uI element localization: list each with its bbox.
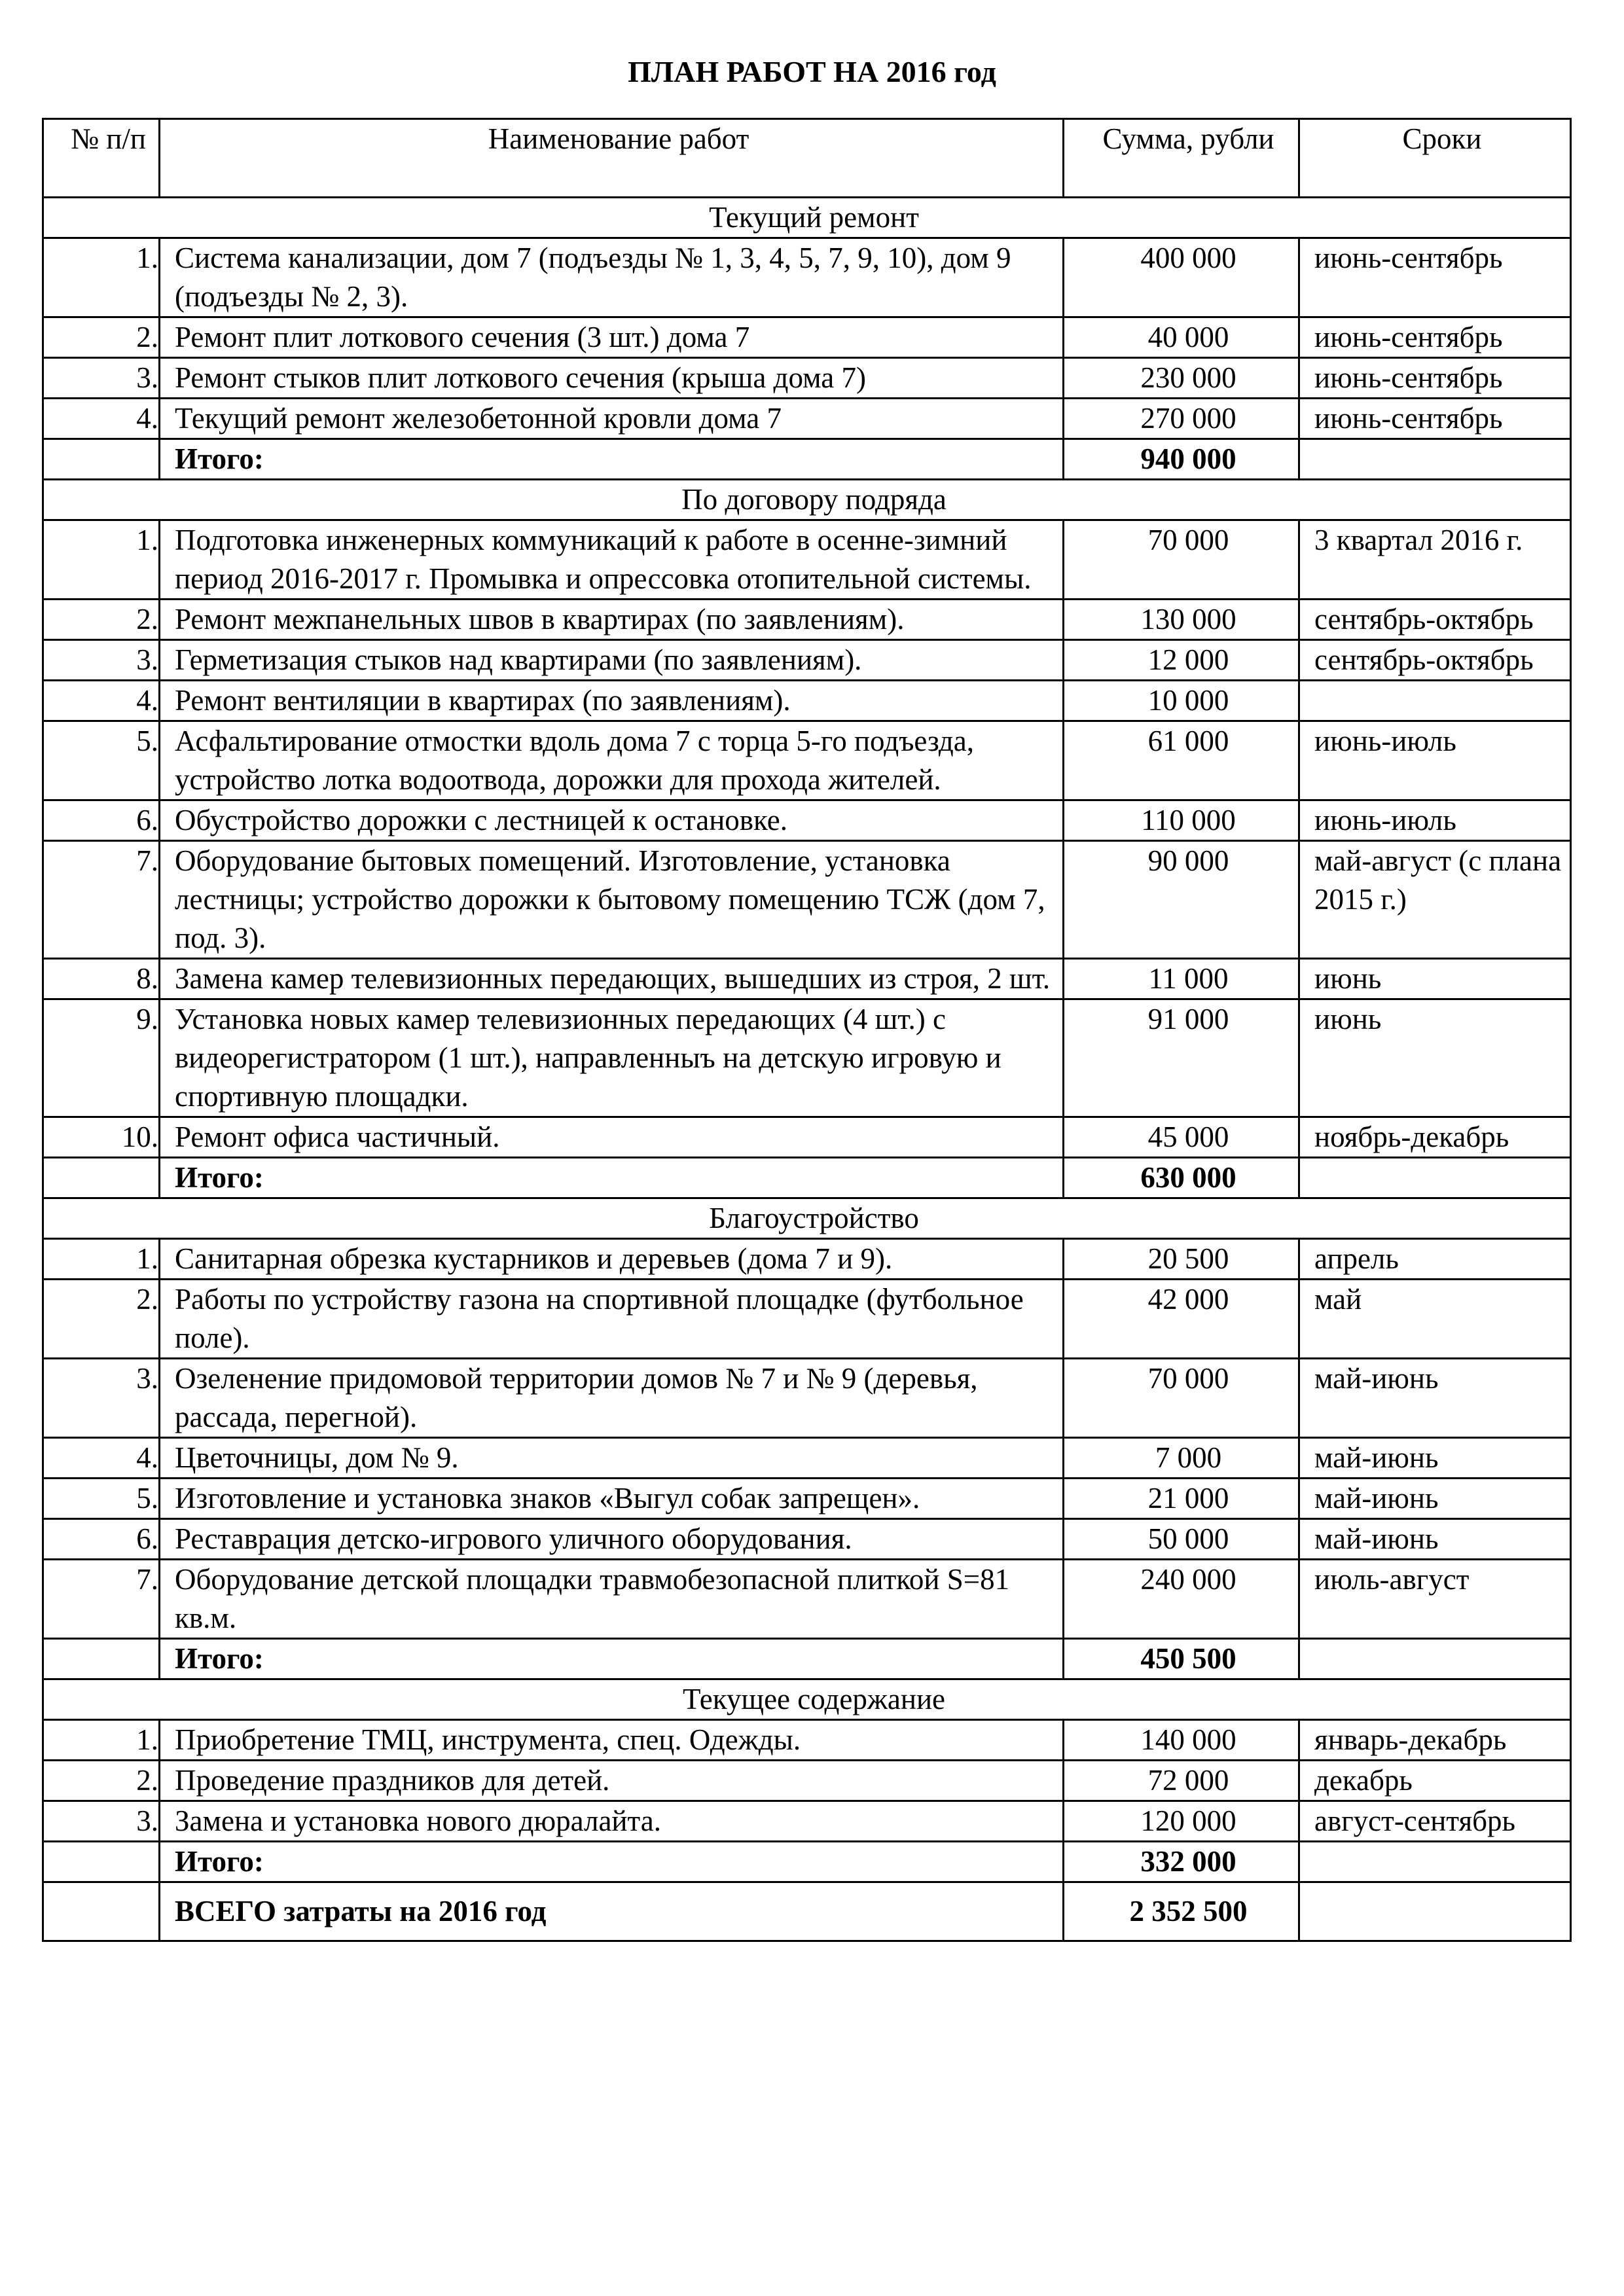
row-sum: 120 000 bbox=[1064, 1801, 1299, 1842]
row-term: июнь-сентябрь bbox=[1299, 399, 1571, 439]
row-term: сентябрь-октябрь bbox=[1299, 600, 1571, 640]
section-row bbox=[43, 198, 1571, 238]
row-number: 1. bbox=[43, 1720, 160, 1761]
row-work-name: Замена камер телевизионных передающих, вышедших из строя, 2 шт. bbox=[160, 959, 1064, 999]
table-row bbox=[43, 1801, 1571, 1842]
total-num-cell bbox=[43, 1639, 160, 1679]
row-work-name: Проведение праздников для детей. bbox=[160, 1761, 1064, 1801]
total-sum: 940 000 bbox=[1064, 439, 1299, 480]
header-sum: Сумма, рубли bbox=[1064, 119, 1299, 198]
row-number: 4. bbox=[43, 681, 160, 721]
row-term: май-июнь bbox=[1299, 1438, 1571, 1479]
row-number: 7. bbox=[43, 841, 160, 959]
row-sum: 7 000 bbox=[1064, 1438, 1299, 1479]
header-name: Наименование работ bbox=[160, 119, 1064, 198]
row-term: апрель bbox=[1299, 1239, 1571, 1280]
row-sum: 72 000 bbox=[1064, 1761, 1299, 1801]
row-work-name: Реставрация детско-игрового уличного оборудования. bbox=[160, 1519, 1064, 1560]
row-sum: 240 000 bbox=[1064, 1560, 1299, 1639]
total-num-cell bbox=[43, 439, 160, 480]
grand-total-label: ВСЕГО затраты на 2016 год bbox=[160, 1882, 1064, 1941]
grand-total-value: 2 352 500 bbox=[1064, 1882, 1299, 1941]
table-row bbox=[43, 1117, 1571, 1158]
table-row bbox=[43, 1479, 1571, 1519]
row-number: 3. bbox=[43, 640, 160, 681]
table-row bbox=[43, 1359, 1571, 1438]
row-work-name: Ремонт плит лоткового сечения (3 шт.) дома 7 bbox=[160, 317, 1064, 358]
table-row bbox=[43, 1560, 1571, 1639]
row-work-name: Обустройство дорожки с лестницей к остановке. bbox=[160, 800, 1064, 841]
row-number: 6. bbox=[43, 800, 160, 841]
row-work-name: Работы по устройству газона на спортивной площадке (футбольное поле). bbox=[160, 1280, 1064, 1359]
table-row bbox=[43, 1239, 1571, 1280]
row-number: 3. bbox=[43, 358, 160, 399]
row-work-name: Система канализации, дом 7 (подъезды № 1, 3, 4, 5, 7, 9, 10), дом 9 (подъезды № 2, 3). bbox=[160, 238, 1064, 317]
row-sum: 130 000 bbox=[1064, 600, 1299, 640]
total-label: Итого: bbox=[160, 1639, 1064, 1679]
row-number: 3. bbox=[43, 1801, 160, 1842]
total-sum: 450 500 bbox=[1064, 1639, 1299, 1679]
row-number: 4. bbox=[43, 399, 160, 439]
row-sum: 270 000 bbox=[1064, 399, 1299, 439]
total-term-cell bbox=[1299, 1842, 1571, 1882]
table-row bbox=[43, 520, 1571, 600]
row-sum: 42 000 bbox=[1064, 1280, 1299, 1359]
table-row bbox=[43, 1280, 1571, 1359]
table-row bbox=[43, 999, 1571, 1117]
row-term: май bbox=[1299, 1280, 1571, 1359]
table-row bbox=[43, 959, 1571, 999]
table-row bbox=[43, 841, 1571, 959]
row-term: июнь bbox=[1299, 959, 1571, 999]
row-term: июнь-сентябрь bbox=[1299, 238, 1571, 317]
total-label: Итого: bbox=[160, 1842, 1064, 1882]
header-term: Сроки bbox=[1299, 119, 1571, 198]
row-term: июнь-июль bbox=[1299, 800, 1571, 841]
table-row bbox=[43, 1438, 1571, 1479]
row-sum: 70 000 bbox=[1064, 520, 1299, 600]
row-number: 10. bbox=[43, 1117, 160, 1158]
section-title: Благоустройство bbox=[43, 1198, 1571, 1239]
row-term: май-июнь bbox=[1299, 1359, 1571, 1438]
row-term: май-июнь bbox=[1299, 1479, 1571, 1519]
row-sum: 140 000 bbox=[1064, 1720, 1299, 1761]
total-label: Итого: bbox=[160, 439, 1064, 480]
row-sum: 11 000 bbox=[1064, 959, 1299, 999]
header-num: № п/п bbox=[43, 119, 160, 198]
table-row bbox=[43, 1761, 1571, 1801]
work-plan-table bbox=[42, 118, 1572, 1942]
row-work-name: Приобретение ТМЦ, инструмента, спец. Одежды. bbox=[160, 1720, 1064, 1761]
total-num-cell bbox=[43, 1158, 160, 1198]
row-work-name: Цветочницы, дом № 9. bbox=[160, 1438, 1064, 1479]
row-sum: 20 500 bbox=[1064, 1239, 1299, 1280]
row-number: 1. bbox=[43, 1239, 160, 1280]
total-num-cell bbox=[43, 1842, 160, 1882]
row-term: июнь-сентябрь bbox=[1299, 317, 1571, 358]
total-row bbox=[43, 1639, 1571, 1679]
section-row bbox=[43, 1198, 1571, 1239]
grand-total-term-cell bbox=[1299, 1882, 1571, 1941]
table-row bbox=[43, 600, 1571, 640]
row-work-name: Установка новых камер телевизионных передающих (4 шт.) с видеорегистратором (1 шт.), направленныъ на детскую игровую и спортивную площадки. bbox=[160, 999, 1064, 1117]
table-row bbox=[43, 399, 1571, 439]
row-work-name: Оборудование бытовых помещений. Изготовление, установка лестницы; устройство дорожки к бытовому помещению ТСЖ (дом 7, под. 3). bbox=[160, 841, 1064, 959]
row-work-name: Асфальтирование отмостки вдоль дома 7 с торца 5-го подъезда, устройство лотка водоотвода, дорожки для прохода жителей. bbox=[160, 721, 1064, 800]
total-row bbox=[43, 1842, 1571, 1882]
row-term bbox=[1299, 681, 1571, 721]
row-work-name: Текущий ремонт железобетонной кровли дома 7 bbox=[160, 399, 1064, 439]
row-number: 7. bbox=[43, 1560, 160, 1639]
total-sum: 630 000 bbox=[1064, 1158, 1299, 1198]
row-term: июль-август bbox=[1299, 1560, 1571, 1639]
total-term-cell bbox=[1299, 1158, 1571, 1198]
row-work-name: Герметизация стыков над квартирами (по заявлениям). bbox=[160, 640, 1064, 681]
section-title: Текущий ремонт bbox=[43, 198, 1571, 238]
row-number: 2. bbox=[43, 1280, 160, 1359]
table-body bbox=[43, 198, 1571, 1941]
section-title: По договору подряда bbox=[43, 480, 1571, 520]
row-number: 2. bbox=[43, 600, 160, 640]
table-row bbox=[43, 1720, 1571, 1761]
row-work-name: Ремонт офиса частичный. bbox=[160, 1117, 1064, 1158]
total-label: Итого: bbox=[160, 1158, 1064, 1198]
table-row bbox=[43, 640, 1571, 681]
row-term: май-август (с плана 2015 г.) bbox=[1299, 841, 1571, 959]
table-row bbox=[43, 1519, 1571, 1560]
row-sum: 90 000 bbox=[1064, 841, 1299, 959]
total-row bbox=[43, 439, 1571, 480]
row-number: 9. bbox=[43, 999, 160, 1117]
section-row bbox=[43, 480, 1571, 520]
row-work-name: Оборудование детской площадки травмобезопасной плиткой S=81 кв.м. bbox=[160, 1560, 1064, 1639]
section-title: Текущее содержание bbox=[43, 1679, 1571, 1720]
total-term-cell bbox=[1299, 1639, 1571, 1679]
row-work-name: Санитарная обрезка кустарников и деревьев (дома 7 и 9). bbox=[160, 1239, 1064, 1280]
row-work-name: Замена и установка нового дюралайта. bbox=[160, 1801, 1064, 1842]
table-row bbox=[43, 238, 1571, 317]
table-row bbox=[43, 800, 1571, 841]
header-row bbox=[43, 119, 1571, 198]
row-work-name: Ремонт стыков плит лоткового сечения (крыша дома 7) bbox=[160, 358, 1064, 399]
row-number: 3. bbox=[43, 1359, 160, 1438]
row-term: июнь-сентябрь bbox=[1299, 358, 1571, 399]
total-sum: 332 000 bbox=[1064, 1842, 1299, 1882]
grand-total-num-cell bbox=[43, 1882, 160, 1941]
row-sum: 400 000 bbox=[1064, 238, 1299, 317]
row-number: 5. bbox=[43, 721, 160, 800]
row-sum: 61 000 bbox=[1064, 721, 1299, 800]
table-row bbox=[43, 721, 1571, 800]
total-term-cell bbox=[1299, 439, 1571, 480]
row-sum: 91 000 bbox=[1064, 999, 1299, 1117]
row-sum: 10 000 bbox=[1064, 681, 1299, 721]
row-work-name: Озеленение придомовой территории домов № 7 и № 9 (деревья, рассада, перегной). bbox=[160, 1359, 1064, 1438]
row-number: 1. bbox=[43, 520, 160, 600]
row-term: июнь bbox=[1299, 999, 1571, 1117]
row-number: 6. bbox=[43, 1519, 160, 1560]
row-term: сентябрь-октябрь bbox=[1299, 640, 1571, 681]
row-number: 8. bbox=[43, 959, 160, 999]
row-term: 3 квартал 2016 г. bbox=[1299, 520, 1571, 600]
row-work-name: Изготовление и установка знаков «Выгул собак запрещен». bbox=[160, 1479, 1064, 1519]
row-sum: 40 000 bbox=[1064, 317, 1299, 358]
row-term: август-сентябрь bbox=[1299, 1801, 1571, 1842]
row-sum: 45 000 bbox=[1064, 1117, 1299, 1158]
row-term: декабрь bbox=[1299, 1761, 1571, 1801]
row-number: 5. bbox=[43, 1479, 160, 1519]
grand-total-row bbox=[43, 1882, 1571, 1941]
table-row bbox=[43, 358, 1571, 399]
row-sum: 21 000 bbox=[1064, 1479, 1299, 1519]
table-row bbox=[43, 317, 1571, 358]
row-work-name: Ремонт межпанельных швов в квартирах (по заявлениям). bbox=[160, 600, 1064, 640]
total-row bbox=[43, 1158, 1571, 1198]
row-sum: 70 000 bbox=[1064, 1359, 1299, 1438]
row-number: 2. bbox=[43, 1761, 160, 1801]
row-term: ноябрь-декабрь bbox=[1299, 1117, 1571, 1158]
row-work-name: Подготовка инженерных коммуникаций к работе в осенне-зимний период 2016-2017 г. Промывка и опрессовка отопительной системы. bbox=[160, 520, 1064, 600]
section-row bbox=[43, 1679, 1571, 1720]
table-row bbox=[43, 681, 1571, 721]
row-sum: 12 000 bbox=[1064, 640, 1299, 681]
row-number: 4. bbox=[43, 1438, 160, 1479]
row-sum: 50 000 bbox=[1064, 1519, 1299, 1560]
row-number: 2. bbox=[43, 317, 160, 358]
row-number: 1. bbox=[43, 238, 160, 317]
row-term: июнь-июль bbox=[1299, 721, 1571, 800]
row-work-name: Ремонт вентиляции в квартирах (по заявлениям). bbox=[160, 681, 1064, 721]
row-term: январь-декабрь bbox=[1299, 1720, 1571, 1761]
row-sum: 230 000 bbox=[1064, 358, 1299, 399]
page-title: ПЛАН РАБОТ НА 2016 год bbox=[628, 55, 996, 88]
row-term: май-июнь bbox=[1299, 1519, 1571, 1560]
row-sum: 110 000 bbox=[1064, 800, 1299, 841]
